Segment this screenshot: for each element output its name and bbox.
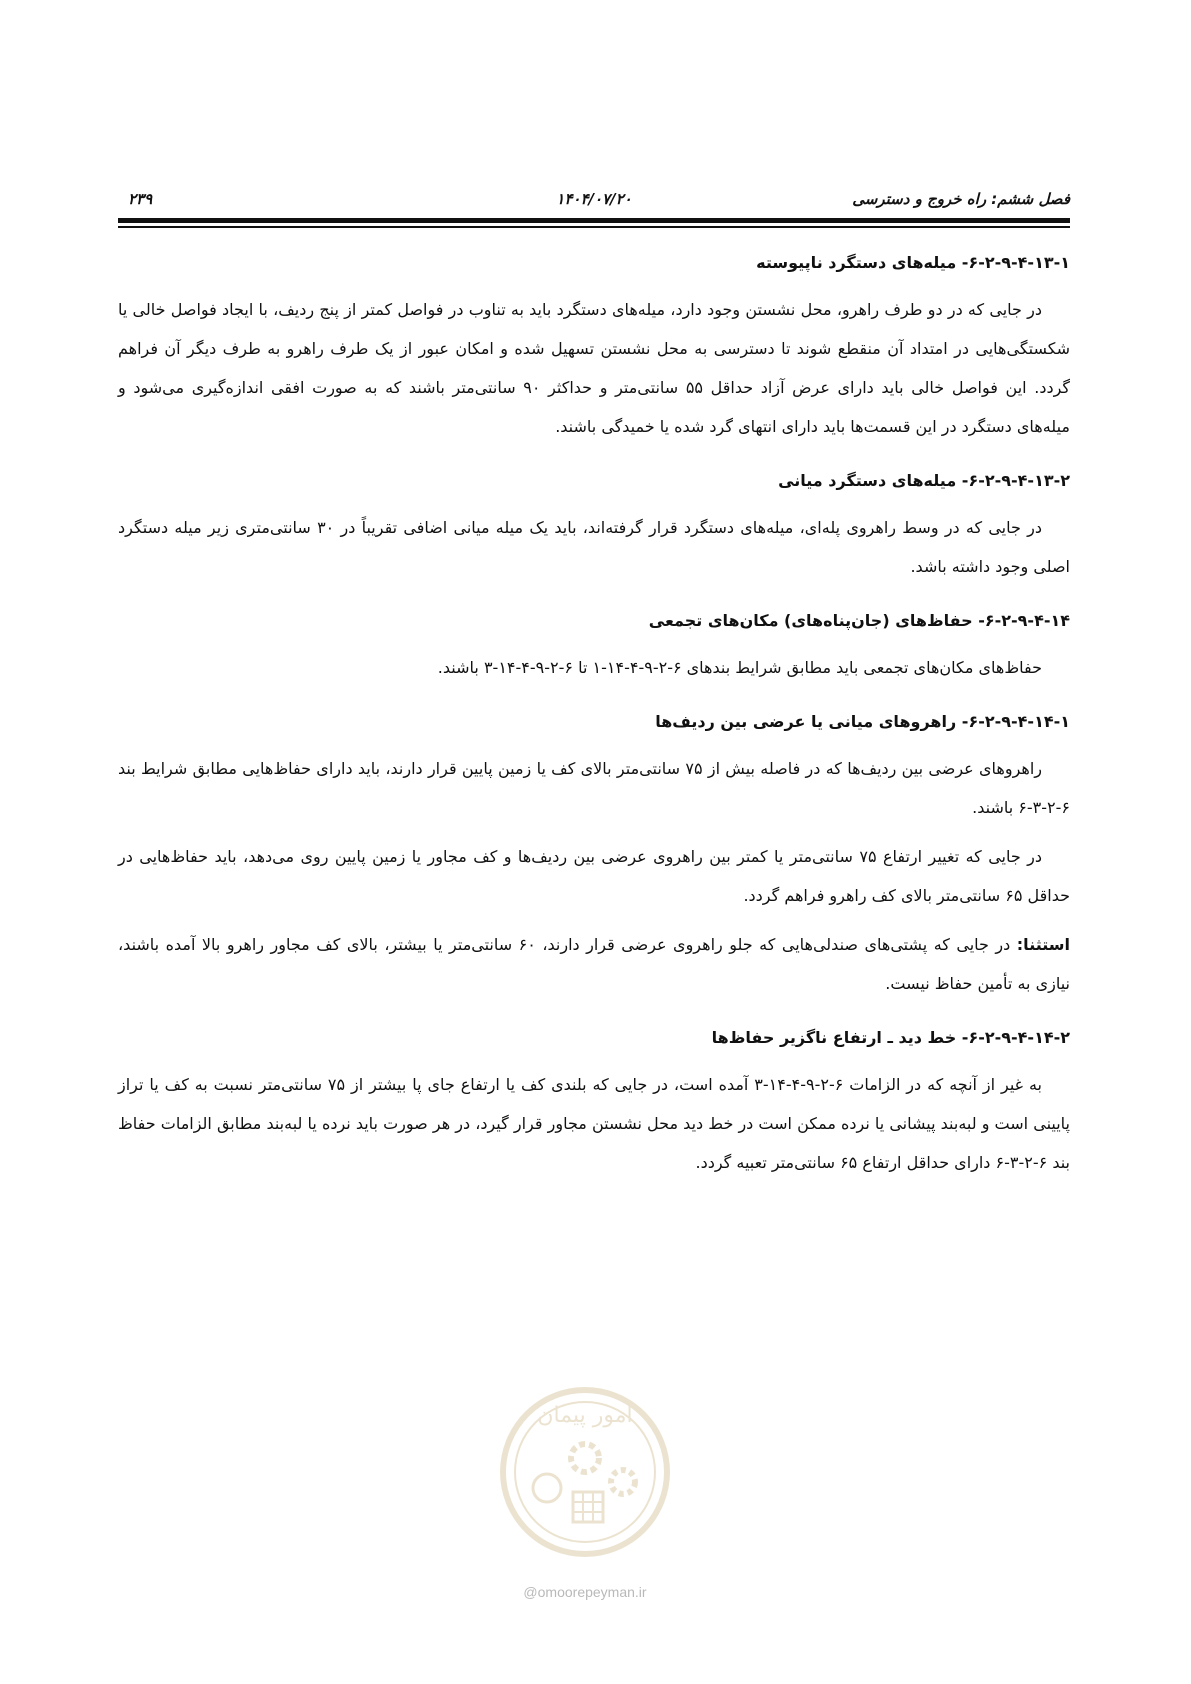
paragraph: در جایی که در وسط راهروی پله‌ای، میله‌های دستگرد قرار گرفته‌اند، باید یک میله میانی اضافی تقریباً در ۳۰ سانتی‌متری زیر میله دستگرد اصلی وجود داشته باشد. — [118, 518, 1070, 576]
section-heading: ۶-۲-۹-۴-۱۴-۱- راهروهای میانی یا عرضی بین ردیف‌ها — [655, 712, 1070, 731]
section — [118, 596, 1070, 687]
watermark-logo-text: امور پیمان — [537, 1403, 633, 1428]
section-heading: ۶-۲-۹-۴-۱۴- حفاظ‌های (جان‌پناه‌های) مکان‌های تجمعی — [648, 611, 1070, 630]
section — [118, 1013, 1070, 1182]
page-header — [118, 186, 1070, 216]
paragraph: به غیر از آنچه که در الزامات ۶-۲-۹-۴-۱۴-۳ آمده است، در جایی که بلندی کف یا ارتفاع جای پا بیشتر از ۷۵ سانتی‌متر نسبت به کف یا تراز پایینی است و لبه‌بند پیشانی یا نرده ممکن است در خط دید محل نشستن مجاور قرار گیرد، در هر صورت باید نرده یا لبه‌بند مطابق الزامات حفاظ بند ۶-۲-۳-۶ دارای حداقل ارتفاع ۶۵ سانتی‌متر تعبیه گردد. — [118, 1075, 1070, 1172]
exception-text: در جایی که پشتی‌های صندلی‌هایی که جلو راهروی عرضی قرار دارند، ۶۰ سانتی‌متر یا بیشتر، بالای کف مجاور راهرو بالا آمده باشند، نیازی به تأمین حفاظ نیست. — [118, 935, 1070, 993]
page-number: ۲۳۹ — [128, 190, 153, 208]
paragraph: در جایی که تغییر ارتفاع ۷۵ سانتی‌متر یا کمتر بین راهروی عرضی بین ردیف‌ها و کف مجاور یا زمین پایین روی می‌دهد، باید حفاظ‌هایی در حداقل ۶۵ سانتی‌متر بالای کف راهرو فراهم گردد. — [118, 847, 1070, 905]
section-heading: ۶-۲-۹-۴-۱۴-۲- خط دید ـ ارتفاع ناگزیر حفاظ‌ها — [711, 1028, 1070, 1047]
paragraph: حفاظ‌های مکان‌های تجمعی باید مطابق شرایط بندهای ۶-۲-۹-۴-۱۴-۱ تا ۶-۲-۹-۴-۱۴-۳ باشند. — [437, 658, 1042, 677]
section — [118, 456, 1070, 586]
paragraph: در جایی که در دو طرف راهرو، محل نشستن وجود دارد، میله‌های دستگرد باید به تناوب در فواصل کمتر از پنج ردیف، با ایجاد فواصل خالی یا شکستگی‌هایی در امتداد آن منقطع شوند تا دسترسی به محل نشستن تسهیل شده و امکان عبور از یک طرف راهرو به طرف دیگر آن فراهم گردد. این فواصل خالی باید دارای عرض آزاد حداقل ۵۵ سانتی‌متر و حداکثر ۹۰ سانتی‌متر باشند که به صورت افقی اندازه‌گیری می‌شود و میله‌های دستگرد در این قسمت‌ها باید دارای انتهای گرد شده یا خمیدگی باشند. — [118, 300, 1071, 436]
section — [118, 697, 1070, 1003]
section-heading: ۶-۲-۹-۴-۱۳-۲- میله‌های دستگرد میانی — [778, 471, 1070, 490]
chapter-title: فصل ششم: راه خروج و دسترسی — [852, 190, 1070, 208]
header-date: ۱۴۰۴/۰۷/۲۰ — [556, 190, 632, 208]
exception-label: استثنا: — [1016, 935, 1070, 954]
header-rule-thick — [118, 218, 1070, 223]
section-heading: ۶-۲-۹-۴-۱۳-۱- میله‌های دستگرد ناپیوسته — [756, 253, 1070, 272]
watermark-logo — [495, 1372, 675, 1572]
watermark-url: @omoorepeyman.ir — [523, 1584, 647, 1600]
section — [118, 238, 1070, 446]
exception-note — [118, 925, 1070, 1003]
header-rule-thin — [118, 226, 1070, 228]
main-content — [118, 238, 1070, 1192]
paragraph: راهروهای عرضی بین ردیف‌ها که در فاصله بیش از ۷۵ سانتی‌متر بالای کف یا زمین پایین قرار دارند، باید دارای حفاظ‌هایی مطابق شرایط بند ۶-۲-۳-۶ باشند. — [118, 759, 1070, 817]
